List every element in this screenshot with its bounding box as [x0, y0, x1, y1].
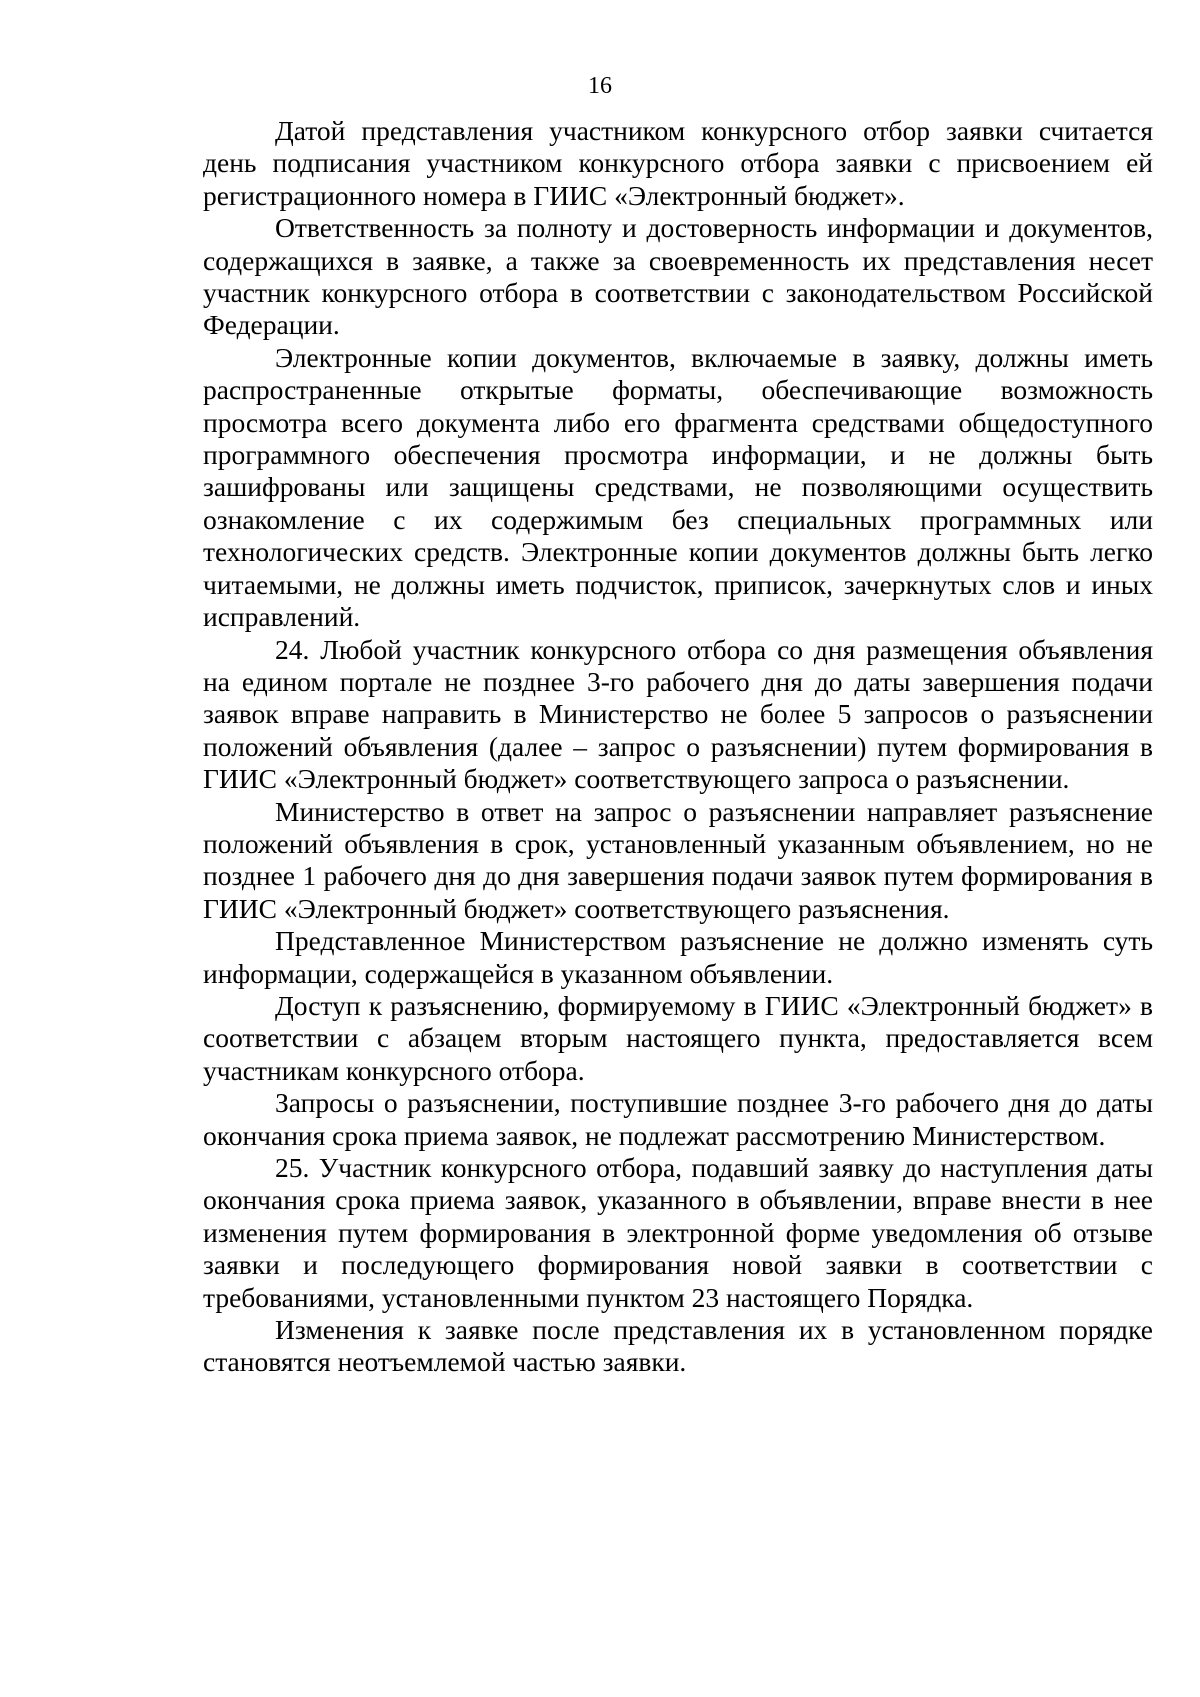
- paragraph-submission-date: Датой представления участником конкурсного отбор заявки считается день подписания участником конкурсного отбора заявки с присвоением ей регистрационного номера в ГИИС «Электронный бюджет».: [203, 115, 1153, 211]
- paragraph-clause-24: 24. Любой участник конкурсного отбора со дня размещения объявления на едином портале не позднее 3-го рабочего дня до даты завершения подачи заявок вправе направить в Министерство не более 5 запросов о разъяснении положений объявления (далее – запрос о разъяснении) путем формирования в ГИИС «Электронный бюджет» соответствующего запроса о разъяснении.: [203, 633, 1153, 795]
- paragraph-responsibility: Ответственность за полноту и достоверность информации и документов, содержащихся в заявке, а также за своевременность их представления несет участник конкурсного отбора в соответствии с законодательством Российской Федерации.: [203, 212, 1153, 341]
- paragraph-late-requests: Запросы о разъяснении, поступившие позднее 3-го рабочего дня до даты окончания срока приема заявок, не подлежат рассмотрению Министерством.: [203, 1087, 1153, 1151]
- paragraph-clarification-scope: Представленное Министерством разъяснение не должно изменять суть информации, содержащейся в указанном объявлении.: [203, 925, 1153, 989]
- page-number: 16: [588, 73, 612, 99]
- paragraph-electronic-copies: Электронные копии документов, включаемые в заявку, должны иметь распространенные открытые форматы, обеспечивающие возможность просмотра всего документа либо его фрагмента средствами общедоступного программного обеспечения просмотра информации, и не должны быть зашифрованы или защищены средствами, не позволяющими осуществить ознакомление с их содержимым без специальных программных или технологических средств. Электронные копии документов должны быть легко читаемыми, не должны иметь подчисток, приписок, зачеркнутых слов и иных исправлений.: [203, 341, 1153, 633]
- paragraph-clause-25: 25. Участник конкурсного отбора, подавший заявку до наступления даты окончания срока приема заявок, указанного в объявлении, вправе внести в нее изменения путем формирования в электронной форме уведомления об отзыве заявки и последующего формирования новой заявки в соответствии с требованиями, установленными пунктом 23 настоящего Порядка.: [203, 1152, 1153, 1313]
- paragraph-clarification-access: Доступ к разъяснению, формируемому в ГИИС «Электронный бюджет» в соответствии с абзацем вторым настоящего пункта, предоставляется всем участникам конкурсного отбора.: [203, 989, 1153, 1086]
- paragraph-ministry-response: Министерство в ответ на запрос о разъяснении направляет разъяснение положений объявления в срок, установленный указанным объявлением, но не позднее 1 рабочего дня до дня завершения подачи заявок путем формирования в ГИИС «Электронный бюджет» соответствующего разъяснения.: [203, 795, 1153, 924]
- paragraph-amendments: Изменения к заявке после представления их в установленном порядке становятся неотъемлемой частью заявки.: [203, 1314, 1153, 1378]
- document-body: [203, 115, 1153, 1379]
